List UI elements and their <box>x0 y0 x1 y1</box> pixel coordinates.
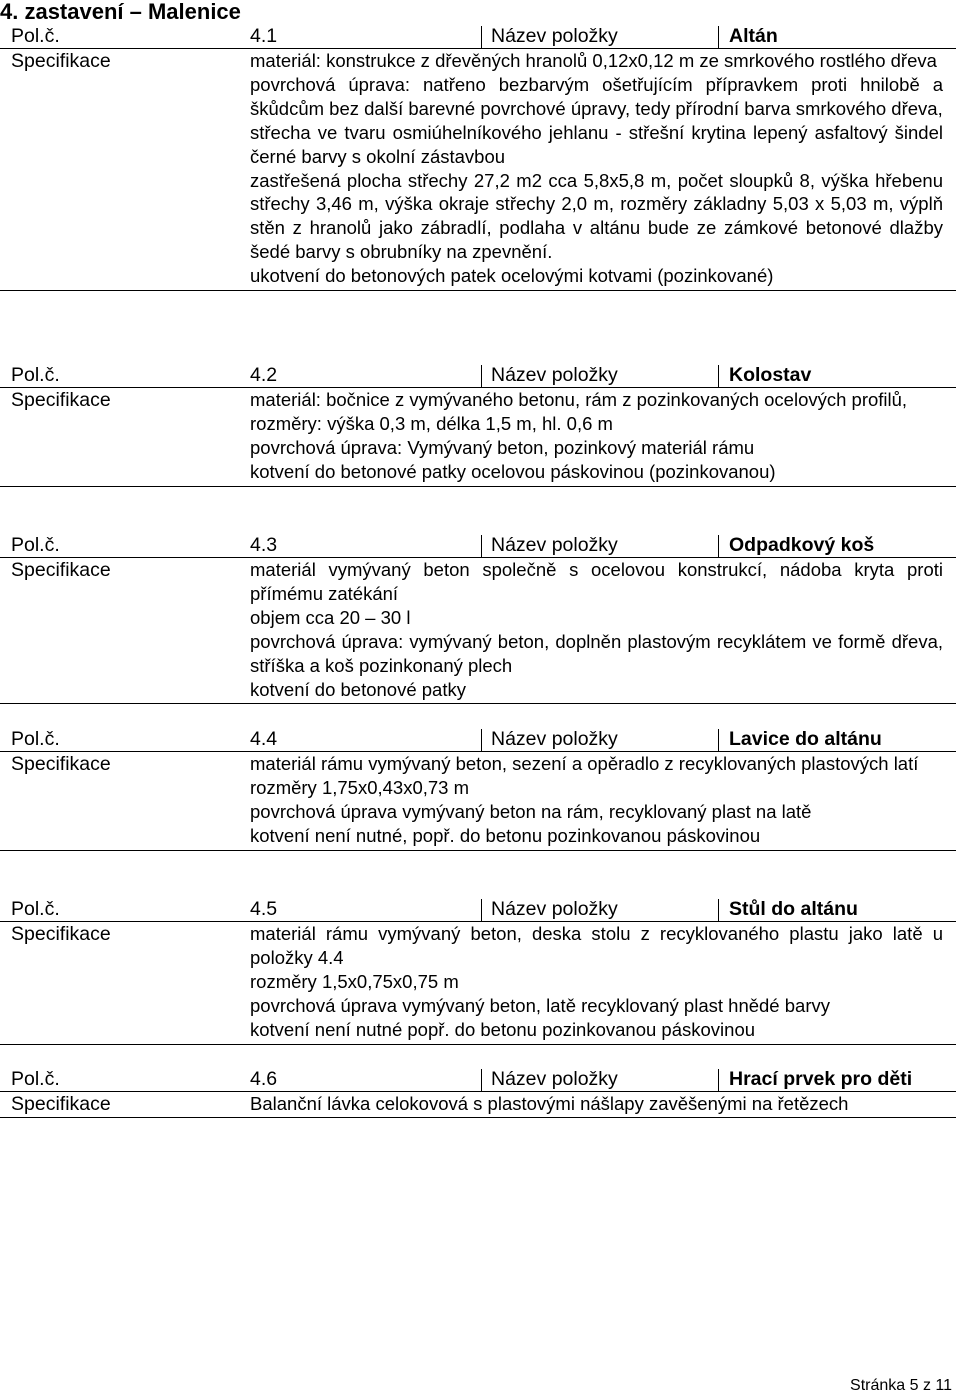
spec-line: povrchová úprava: Vymývaný beton, pozinkový materiál rámu <box>250 436 755 458</box>
spec-row <box>0 558 956 704</box>
spec-line: povrchová úprava vymývaný beton na rám, recyklovaný plast na latě <box>250 800 812 822</box>
item-header-row <box>0 897 956 922</box>
nazev-label: Název položky <box>491 898 618 920</box>
column-divider <box>481 1069 482 1091</box>
spec-line: povrchová úprava: vymývaný beton, doplněn plastovým recyklátem ve formě dřeva, stříška a koš pozinkonaný plech <box>250 630 943 676</box>
spec-label: Specifikace <box>11 753 111 775</box>
item-header-row <box>0 24 956 49</box>
spec-label: Specifikace <box>11 559 111 581</box>
spec-row <box>0 1092 956 1118</box>
pol-label: Pol.č. <box>11 898 60 920</box>
spec-label: Specifikace <box>11 1093 111 1115</box>
item-block <box>0 363 956 487</box>
spec-row <box>0 752 956 851</box>
spec-line: kotvení do betonové patky ocelovou páskovinou (pozinkovanou) <box>250 460 776 482</box>
spec-line: materiál rámu vymývaný beton, sezení a opěradlo z recyklovaných plastových latí <box>250 753 919 774</box>
spec-row <box>0 49 956 291</box>
column-divider <box>718 729 719 751</box>
spec-line: kotvení do betonové patky <box>250 678 466 700</box>
item-number: 4.2 <box>250 364 278 386</box>
column-divider <box>718 26 719 48</box>
spec-text <box>250 752 943 848</box>
spec-line: povrchová úprava vymývaný beton, latě recyklovaný plast hnědé barvy <box>250 994 830 1016</box>
item-block <box>0 897 956 1045</box>
nazev-label: Název položky <box>491 728 618 750</box>
section-heading: 4. zastavení – Malenice <box>0 0 241 24</box>
column-divider <box>481 365 482 387</box>
item-number: 4.6 <box>250 1068 278 1090</box>
spec-line: materiál rámu vymývaný beton, deska stolu z recyklovaného plastu jako latě u položky 4.4 <box>250 923 943 968</box>
spec-line: rozměry 1,5x0,75x0,75 m <box>250 970 459 992</box>
spec-line: materiál: bočnice z vymývaného betonu, rám z pozinkovaných ocelových profilů, <box>250 389 908 410</box>
spec-text <box>250 558 943 701</box>
item-number: 4.4 <box>250 728 278 750</box>
nazev-label: Název položky <box>491 25 618 47</box>
spec-line: ukotvení do betonových patek ocelovými kotvami (pozinkované) <box>250 265 774 287</box>
column-divider <box>718 365 719 387</box>
item-header-row <box>0 363 956 388</box>
spec-line: střecha ve tvaru osmiúhelníkového jehlanu - střešní krytina lepený asfaltový šindel černé barvy s okolní zástavbou <box>250 121 943 167</box>
item-header-row <box>0 533 956 558</box>
spec-line: materiál: konstrukce z dřevěných hranolů 0,12x0,12 m ze smrkového rostlého dřeva <box>250 50 937 71</box>
spec-text <box>250 922 943 1042</box>
item-block <box>0 24 956 291</box>
item-name: Kolostav <box>729 364 812 386</box>
pol-label: Pol.č. <box>11 1068 60 1090</box>
item-block <box>0 1067 956 1118</box>
item-name: Stůl do altánu <box>729 898 858 920</box>
column-divider <box>718 535 719 557</box>
column-divider <box>481 26 482 48</box>
pol-label: Pol.č. <box>11 364 60 386</box>
spec-text <box>250 49 943 288</box>
nazev-label: Název položky <box>491 534 618 556</box>
spec-row <box>0 388 956 487</box>
spec-line: objem cca 20 – 30 l <box>250 606 411 628</box>
pol-label: Pol.č. <box>11 728 60 750</box>
pol-label: Pol.č. <box>11 25 60 47</box>
spec-line: rozměry 1,75x0,43x0,73 m <box>250 776 470 798</box>
spec-line: kotvení není nutné popř. do betonu pozinkovanou páskovinou <box>250 1018 756 1040</box>
item-name: Altán <box>729 25 778 47</box>
item-number: 4.5 <box>250 898 278 920</box>
item-name: Hrací prvek pro děti <box>729 1068 913 1090</box>
item-block <box>0 727 956 851</box>
item-header-row <box>0 727 956 752</box>
spec-line: kotvení není nutné, popř. do betonu pozinkovanou páskovinou <box>250 824 761 846</box>
spec-line: rozměry: výška 0,3 m, délka 1,5 m, hl. 0,6 m <box>250 412 613 434</box>
nazev-label: Název položky <box>491 1068 618 1090</box>
item-block <box>0 533 956 704</box>
spec-text <box>250 1092 943 1116</box>
item-header-row <box>0 1067 956 1092</box>
spec-line: materiál vymývaný beton společně s ocelovou konstrukcí, nádoba kryta proti přímému zatékání <box>250 559 943 604</box>
column-divider <box>481 729 482 751</box>
column-divider <box>718 1069 719 1091</box>
spec-text <box>250 388 943 484</box>
nazev-label: Název položky <box>491 364 618 386</box>
item-name: Odpadkový koš <box>729 534 875 556</box>
spec-line: zastřešená plocha střechy 27,2 m2 cca 5,8x5,8 m, počet sloupků 8, výška hřebenu střechy 3,46 m, výška okraje střechy 2,0 m, rozměry základny 5,03 x 5,03 m, výplň stěn z hranolů jako zábradlí, podlaha v altánu bude ze zámkové betonové dlažby šedé barvy s obrubníky na zpevnění. <box>250 169 943 263</box>
column-divider <box>718 899 719 921</box>
item-name: Lavice do altánu <box>729 728 882 750</box>
spec-line: povrchová úprava: natřeno bezbarvým ošetřujícím přípravkem proti hnilobě a škůdcům bez další barevné povrchové úpravy, tedy přírodní barva smrkového dřeva, <box>250 73 943 119</box>
page-footer: Stránka 5 z 11 <box>850 1377 952 1394</box>
item-number: 4.1 <box>250 25 278 47</box>
spec-label: Specifikace <box>11 923 111 945</box>
spec-line: Balanční lávka celokovová s plastovými nášlapy zavěšenými na řetězech <box>250 1093 849 1114</box>
item-number: 4.3 <box>250 534 278 556</box>
spec-label: Specifikace <box>11 50 111 72</box>
pol-label: Pol.č. <box>11 534 60 556</box>
column-divider <box>481 535 482 557</box>
spec-label: Specifikace <box>11 389 111 411</box>
column-divider <box>481 899 482 921</box>
spec-row <box>0 922 956 1045</box>
